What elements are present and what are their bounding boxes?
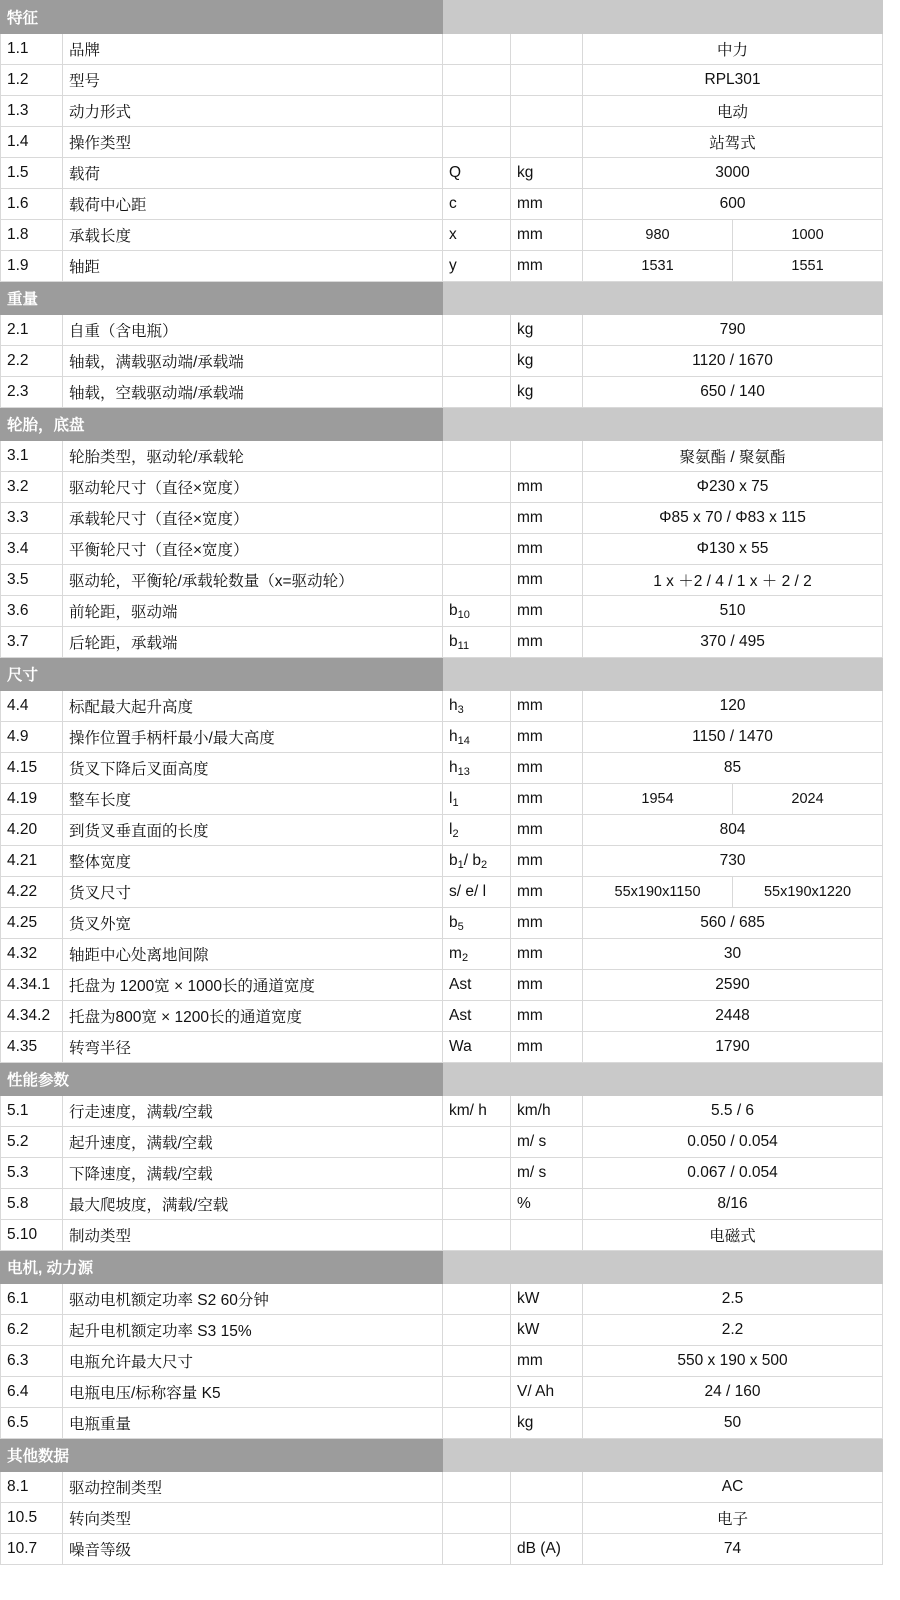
cell-unit: mm bbox=[511, 753, 583, 784]
cell-unit: km/h bbox=[511, 1096, 583, 1127]
cell-label: 电瓶电压/标称容量 K5 bbox=[63, 1377, 443, 1408]
cell-symbol bbox=[443, 565, 511, 596]
cell-number: 3.5 bbox=[1, 565, 63, 596]
cell-value: Φ85 x 70 / Φ83 x 115 bbox=[583, 503, 883, 534]
cell-unit: mm bbox=[511, 1001, 583, 1032]
cell-label: 电瓶允许最大尺寸 bbox=[63, 1346, 443, 1377]
cell-symbol bbox=[443, 441, 511, 472]
cell-label: 整体宽度 bbox=[63, 846, 443, 877]
cell-value: 2.5 bbox=[583, 1284, 883, 1315]
table-row bbox=[1, 220, 883, 251]
cell-number: 10.7 bbox=[1, 1534, 63, 1565]
cell-unit: m/ s bbox=[511, 1158, 583, 1189]
table-row bbox=[1, 691, 883, 722]
cell-unit bbox=[511, 96, 583, 127]
cell-number: 3.1 bbox=[1, 441, 63, 472]
cell-number: 4.35 bbox=[1, 1032, 63, 1063]
cell-label: 整车长度 bbox=[63, 784, 443, 815]
cell-label: 起升速度，满载/空载 bbox=[63, 1127, 443, 1158]
cell-label: 轴载，满载驱动端/承载端 bbox=[63, 346, 443, 377]
cell-unit: mm bbox=[511, 596, 583, 627]
cell-label: 自重（含电瓶） bbox=[63, 315, 443, 346]
cell-number: 1.4 bbox=[1, 127, 63, 158]
cell-value: 中力 bbox=[583, 34, 883, 65]
table-row bbox=[1, 534, 883, 565]
cell-symbol: $h_{14}$ bbox=[443, 722, 511, 753]
cell-number: 6.2 bbox=[1, 1315, 63, 1346]
cell-unit: m/ s bbox=[511, 1127, 583, 1158]
section-title: 轮胎，底盘 bbox=[1, 408, 443, 441]
cell-value-2: 1000 bbox=[733, 220, 883, 251]
cell-number: 2.2 bbox=[1, 346, 63, 377]
table-row bbox=[1, 877, 883, 908]
cell-number: 4.4 bbox=[1, 691, 63, 722]
table-row bbox=[1, 1189, 883, 1220]
cell-value: 510 bbox=[583, 596, 883, 627]
cell-value: Φ230 x 75 bbox=[583, 472, 883, 503]
cell-symbol bbox=[443, 346, 511, 377]
cell-symbol bbox=[443, 315, 511, 346]
cell-value: 2448 bbox=[583, 1001, 883, 1032]
section-header-row bbox=[1, 1, 883, 34]
cell-label: 操作位置手柄杆最小/最大高度 bbox=[63, 722, 443, 753]
cell-value: 8/16 bbox=[583, 1189, 883, 1220]
cell-number: 5.1 bbox=[1, 1096, 63, 1127]
table-row bbox=[1, 1377, 883, 1408]
cell-value: 650 / 140 bbox=[583, 377, 883, 408]
cell-unit: mm bbox=[511, 722, 583, 753]
cell-label: 承载轮尺寸（直径×宽度） bbox=[63, 503, 443, 534]
cell-unit: mm bbox=[511, 908, 583, 939]
table-row bbox=[1, 908, 883, 939]
table-row bbox=[1, 1346, 883, 1377]
cell-symbol bbox=[443, 1408, 511, 1439]
cell-label: 轴距中心处离地间隙 bbox=[63, 939, 443, 970]
section-header-row bbox=[1, 1251, 883, 1284]
cell-number: 4.15 bbox=[1, 753, 63, 784]
section-title: 性能参数 bbox=[1, 1063, 443, 1096]
cell-label: 最大爬坡度，满载/空载 bbox=[63, 1189, 443, 1220]
cell-symbol: c bbox=[443, 189, 511, 220]
cell-number: 5.2 bbox=[1, 1127, 63, 1158]
cell-label: 转弯半径 bbox=[63, 1032, 443, 1063]
cell-label: 托盘为800宽 × 1200长的通道宽度 bbox=[63, 1001, 443, 1032]
section-title: 尺寸 bbox=[1, 658, 443, 691]
cell-unit: mm bbox=[511, 565, 583, 596]
cell-value: 24 / 160 bbox=[583, 1377, 883, 1408]
section-title: 电机, 动力源 bbox=[1, 1251, 443, 1284]
cell-unit: V/ Ah bbox=[511, 1377, 583, 1408]
cell-number: 1.8 bbox=[1, 220, 63, 251]
cell-value: 电子 bbox=[583, 1503, 883, 1534]
section-header-filler bbox=[443, 1439, 883, 1472]
cell-symbol: Q bbox=[443, 158, 511, 189]
cell-unit: mm bbox=[511, 1346, 583, 1377]
cell-number: 2.1 bbox=[1, 315, 63, 346]
cell-symbol bbox=[443, 1472, 511, 1503]
cell-value: 电动 bbox=[583, 96, 883, 127]
cell-symbol bbox=[443, 472, 511, 503]
cell-label: 电瓶重量 bbox=[63, 1408, 443, 1439]
table-row bbox=[1, 189, 883, 220]
cell-label: 货叉外宽 bbox=[63, 908, 443, 939]
cell-unit bbox=[511, 34, 583, 65]
cell-unit: mm bbox=[511, 784, 583, 815]
table-row bbox=[1, 65, 883, 96]
cell-value: 0.050 / 0.054 bbox=[583, 1127, 883, 1158]
cell-unit: kW bbox=[511, 1284, 583, 1315]
cell-label: 行走速度，满载/空载 bbox=[63, 1096, 443, 1127]
cell-value: RPL301 bbox=[583, 65, 883, 96]
cell-unit: mm bbox=[511, 189, 583, 220]
table-row bbox=[1, 315, 883, 346]
table-row bbox=[1, 846, 883, 877]
cell-unit: mm bbox=[511, 220, 583, 251]
section-title: 重量 bbox=[1, 282, 443, 315]
cell-value: AC bbox=[583, 1472, 883, 1503]
cell-value: 1120 / 1670 bbox=[583, 346, 883, 377]
table-row bbox=[1, 1472, 883, 1503]
cell-unit: mm bbox=[511, 534, 583, 565]
cell-number: 6.4 bbox=[1, 1377, 63, 1408]
cell-symbol bbox=[443, 1503, 511, 1534]
cell-unit: kg bbox=[511, 346, 583, 377]
cell-label: 型号 bbox=[63, 65, 443, 96]
cell-number: 5.3 bbox=[1, 1158, 63, 1189]
cell-symbol: Ast bbox=[443, 1001, 511, 1032]
cell-symbol bbox=[443, 127, 511, 158]
cell-symbol: $l_1$ bbox=[443, 784, 511, 815]
cell-number: 3.4 bbox=[1, 534, 63, 565]
cell-label: 制动类型 bbox=[63, 1220, 443, 1251]
cell-label: 噪音等级 bbox=[63, 1534, 443, 1565]
cell-number: 1.2 bbox=[1, 65, 63, 96]
cell-label: 货叉尺寸 bbox=[63, 877, 443, 908]
cell-number: 4.21 bbox=[1, 846, 63, 877]
table-row bbox=[1, 753, 883, 784]
cell-label: 到货叉垂直面的长度 bbox=[63, 815, 443, 846]
cell-symbol: km/ h bbox=[443, 1096, 511, 1127]
cell-label: 载荷 bbox=[63, 158, 443, 189]
table-row bbox=[1, 441, 883, 472]
table-row bbox=[1, 503, 883, 534]
cell-number: 4.34.2 bbox=[1, 1001, 63, 1032]
table-row bbox=[1, 565, 883, 596]
cell-unit bbox=[511, 1472, 583, 1503]
table-row bbox=[1, 472, 883, 503]
cell-value: 30 bbox=[583, 939, 883, 970]
cell-label: 下降速度，满载/空载 bbox=[63, 1158, 443, 1189]
cell-unit: mm bbox=[511, 691, 583, 722]
cell-value: 600 bbox=[583, 189, 883, 220]
cell-label: 操作类型 bbox=[63, 127, 443, 158]
spec-table-body bbox=[1, 1, 883, 1565]
section-title: 特征 bbox=[1, 1, 443, 34]
table-row bbox=[1, 1001, 883, 1032]
cell-number: 4.25 bbox=[1, 908, 63, 939]
cell-number: 8.1 bbox=[1, 1472, 63, 1503]
cell-unit: mm bbox=[511, 503, 583, 534]
section-header-row bbox=[1, 408, 883, 441]
cell-value: 1790 bbox=[583, 1032, 883, 1063]
cell-unit: dB (A) bbox=[511, 1534, 583, 1565]
cell-value-2: 1551 bbox=[733, 251, 883, 282]
cell-unit: mm bbox=[511, 1032, 583, 1063]
table-row bbox=[1, 377, 883, 408]
cell-unit: % bbox=[511, 1189, 583, 1220]
cell-label: 动力形式 bbox=[63, 96, 443, 127]
cell-unit: mm bbox=[511, 472, 583, 503]
cell-unit: kg bbox=[511, 315, 583, 346]
cell-symbol bbox=[443, 65, 511, 96]
cell-symbol: $h_{13}$ bbox=[443, 753, 511, 784]
cell-label: 驱动轮，平衡轮/承载轮数量（x=驱动轮） bbox=[63, 565, 443, 596]
cell-unit bbox=[511, 1220, 583, 1251]
section-header-filler bbox=[443, 1, 883, 34]
table-row bbox=[1, 1158, 883, 1189]
cell-unit: kg bbox=[511, 1408, 583, 1439]
cell-symbol: $l_2$ bbox=[443, 815, 511, 846]
table-row bbox=[1, 627, 883, 658]
cell-label: 驱动电机额定功率 S2 60分钟 bbox=[63, 1284, 443, 1315]
section-header-filler bbox=[443, 408, 883, 441]
table-row bbox=[1, 1503, 883, 1534]
cell-label: 平衡轮尺寸（直径×宽度） bbox=[63, 534, 443, 565]
cell-symbol: $h_3$ bbox=[443, 691, 511, 722]
cell-value: 2.2 bbox=[583, 1315, 883, 1346]
table-row bbox=[1, 1408, 883, 1439]
cell-value: 790 bbox=[583, 315, 883, 346]
cell-number: 1.5 bbox=[1, 158, 63, 189]
cell-unit: kg bbox=[511, 158, 583, 189]
table-row bbox=[1, 1127, 883, 1158]
cell-unit bbox=[511, 1503, 583, 1534]
cell-symbol bbox=[443, 503, 511, 534]
cell-value: 370 / 495 bbox=[583, 627, 883, 658]
cell-label: 驱动控制类型 bbox=[63, 1472, 443, 1503]
table-row bbox=[1, 1284, 883, 1315]
cell-value: 74 bbox=[583, 1534, 883, 1565]
cell-symbol: $b_1/$ $b_2$ bbox=[443, 846, 511, 877]
cell-symbol: Wa bbox=[443, 1032, 511, 1063]
cell-symbol: $b_{11}$ bbox=[443, 627, 511, 658]
cell-symbol bbox=[443, 1284, 511, 1315]
section-title: 其他数据 bbox=[1, 1439, 443, 1472]
cell-number: 6.5 bbox=[1, 1408, 63, 1439]
cell-symbol: y bbox=[443, 251, 511, 282]
cell-symbol bbox=[443, 1189, 511, 1220]
cell-unit: mm bbox=[511, 877, 583, 908]
cell-label: 转向类型 bbox=[63, 1503, 443, 1534]
table-row bbox=[1, 1315, 883, 1346]
cell-symbol: $b_5$ bbox=[443, 908, 511, 939]
table-row bbox=[1, 722, 883, 753]
cell-value: 2590 bbox=[583, 970, 883, 1001]
cell-symbol bbox=[443, 534, 511, 565]
cell-number: 4.9 bbox=[1, 722, 63, 753]
section-header-row bbox=[1, 658, 883, 691]
cell-unit: mm bbox=[511, 815, 583, 846]
table-row bbox=[1, 1096, 883, 1127]
cell-number: 1.3 bbox=[1, 96, 63, 127]
cell-symbol: x bbox=[443, 220, 511, 251]
cell-number: 6.3 bbox=[1, 1346, 63, 1377]
cell-value: 1150 / 1470 bbox=[583, 722, 883, 753]
table-row bbox=[1, 970, 883, 1001]
cell-label: 品牌 bbox=[63, 34, 443, 65]
table-row bbox=[1, 346, 883, 377]
cell-value: 0.067 / 0.054 bbox=[583, 1158, 883, 1189]
cell-value: 聚氨酯 / 聚氨酯 bbox=[583, 441, 883, 472]
cell-value-2: 2024 bbox=[733, 784, 883, 815]
cell-number: 10.5 bbox=[1, 1503, 63, 1534]
table-row bbox=[1, 815, 883, 846]
table-row bbox=[1, 939, 883, 970]
cell-value: Φ130 x 55 bbox=[583, 534, 883, 565]
cell-value-1: 1531 bbox=[583, 251, 733, 282]
cell-label: 承载长度 bbox=[63, 220, 443, 251]
cell-label: 前轮距，驱动端 bbox=[63, 596, 443, 627]
section-header-row bbox=[1, 282, 883, 315]
cell-number: 1.9 bbox=[1, 251, 63, 282]
cell-number: 4.22 bbox=[1, 877, 63, 908]
cell-number: 3.3 bbox=[1, 503, 63, 534]
cell-unit: mm bbox=[511, 939, 583, 970]
section-header-row bbox=[1, 1439, 883, 1472]
cell-symbol: $b_{10}$ bbox=[443, 596, 511, 627]
cell-value: 85 bbox=[583, 753, 883, 784]
cell-number: 6.1 bbox=[1, 1284, 63, 1315]
cell-value: 3000 bbox=[583, 158, 883, 189]
cell-unit: kW bbox=[511, 1315, 583, 1346]
cell-unit: kg bbox=[511, 377, 583, 408]
cell-label: 轴载，空载驱动端/承载端 bbox=[63, 377, 443, 408]
cell-label: 货叉下降后叉面高度 bbox=[63, 753, 443, 784]
cell-value: 730 bbox=[583, 846, 883, 877]
cell-label: 驱动轮尺寸（直径×宽度） bbox=[63, 472, 443, 503]
table-row bbox=[1, 127, 883, 158]
cell-label: 轴距 bbox=[63, 251, 443, 282]
cell-value: 804 bbox=[583, 815, 883, 846]
table-row bbox=[1, 784, 883, 815]
cell-value-1: 1954 bbox=[583, 784, 733, 815]
cell-number: 5.10 bbox=[1, 1220, 63, 1251]
cell-number: 2.3 bbox=[1, 377, 63, 408]
table-row bbox=[1, 96, 883, 127]
cell-value: 5.5 / 6 bbox=[583, 1096, 883, 1127]
cell-number: 4.19 bbox=[1, 784, 63, 815]
cell-symbol bbox=[443, 1377, 511, 1408]
cell-label: 轮胎类型，驱动轮/承载轮 bbox=[63, 441, 443, 472]
cell-number: 4.34.1 bbox=[1, 970, 63, 1001]
cell-number: 4.20 bbox=[1, 815, 63, 846]
table-row bbox=[1, 1534, 883, 1565]
cell-number: 4.32 bbox=[1, 939, 63, 970]
cell-number: 1.1 bbox=[1, 34, 63, 65]
cell-unit bbox=[511, 441, 583, 472]
section-header-filler bbox=[443, 658, 883, 691]
table-row bbox=[1, 158, 883, 189]
table-row bbox=[1, 251, 883, 282]
cell-value-1: 980 bbox=[583, 220, 733, 251]
cell-unit: mm bbox=[511, 970, 583, 1001]
cell-symbol bbox=[443, 96, 511, 127]
section-header-filler bbox=[443, 282, 883, 315]
cell-symbol bbox=[443, 1534, 511, 1565]
cell-value: 50 bbox=[583, 1408, 883, 1439]
cell-unit: mm bbox=[511, 251, 583, 282]
table-row bbox=[1, 1220, 883, 1251]
section-header-filler bbox=[443, 1251, 883, 1284]
cell-symbol: Ast bbox=[443, 970, 511, 1001]
cell-value: 550 x 190 x 500 bbox=[583, 1346, 883, 1377]
cell-unit: mm bbox=[511, 846, 583, 877]
cell-symbol: $m_2$ bbox=[443, 939, 511, 970]
cell-number: 3.2 bbox=[1, 472, 63, 503]
cell-symbol bbox=[443, 34, 511, 65]
cell-value-1: 55x190x1150 bbox=[583, 877, 733, 908]
cell-unit bbox=[511, 65, 583, 96]
cell-value: 1 x ＋2 / 4 / 1 x ＋ 2 / 2 bbox=[583, 565, 883, 596]
cell-value: 120 bbox=[583, 691, 883, 722]
cell-label: 托盘为 1200宽 × 1000长的通道宽度 bbox=[63, 970, 443, 1001]
cell-label: 后轮距，承载端 bbox=[63, 627, 443, 658]
cell-unit bbox=[511, 127, 583, 158]
table-row bbox=[1, 596, 883, 627]
cell-symbol bbox=[443, 1158, 511, 1189]
cell-value-2: 55x190x1220 bbox=[733, 877, 883, 908]
cell-number: 5.8 bbox=[1, 1189, 63, 1220]
cell-symbol bbox=[443, 1315, 511, 1346]
cell-value: 站驾式 bbox=[583, 127, 883, 158]
cell-unit: mm bbox=[511, 627, 583, 658]
section-header-filler bbox=[443, 1063, 883, 1096]
cell-number: 3.7 bbox=[1, 627, 63, 658]
table-row bbox=[1, 34, 883, 65]
cell-label: 载荷中心距 bbox=[63, 189, 443, 220]
cell-symbol bbox=[443, 377, 511, 408]
cell-symbol: s/ e/ l bbox=[443, 877, 511, 908]
table-row bbox=[1, 1032, 883, 1063]
cell-label: 起升电机额定功率 S3 15% bbox=[63, 1315, 443, 1346]
cell-symbol bbox=[443, 1127, 511, 1158]
cell-symbol bbox=[443, 1220, 511, 1251]
cell-value: 560 / 685 bbox=[583, 908, 883, 939]
cell-symbol bbox=[443, 1346, 511, 1377]
section-header-row bbox=[1, 1063, 883, 1096]
cell-number: 3.6 bbox=[1, 596, 63, 627]
cell-number: 1.6 bbox=[1, 189, 63, 220]
cell-label: 标配最大起升高度 bbox=[63, 691, 443, 722]
cell-value: 电磁式 bbox=[583, 1220, 883, 1251]
